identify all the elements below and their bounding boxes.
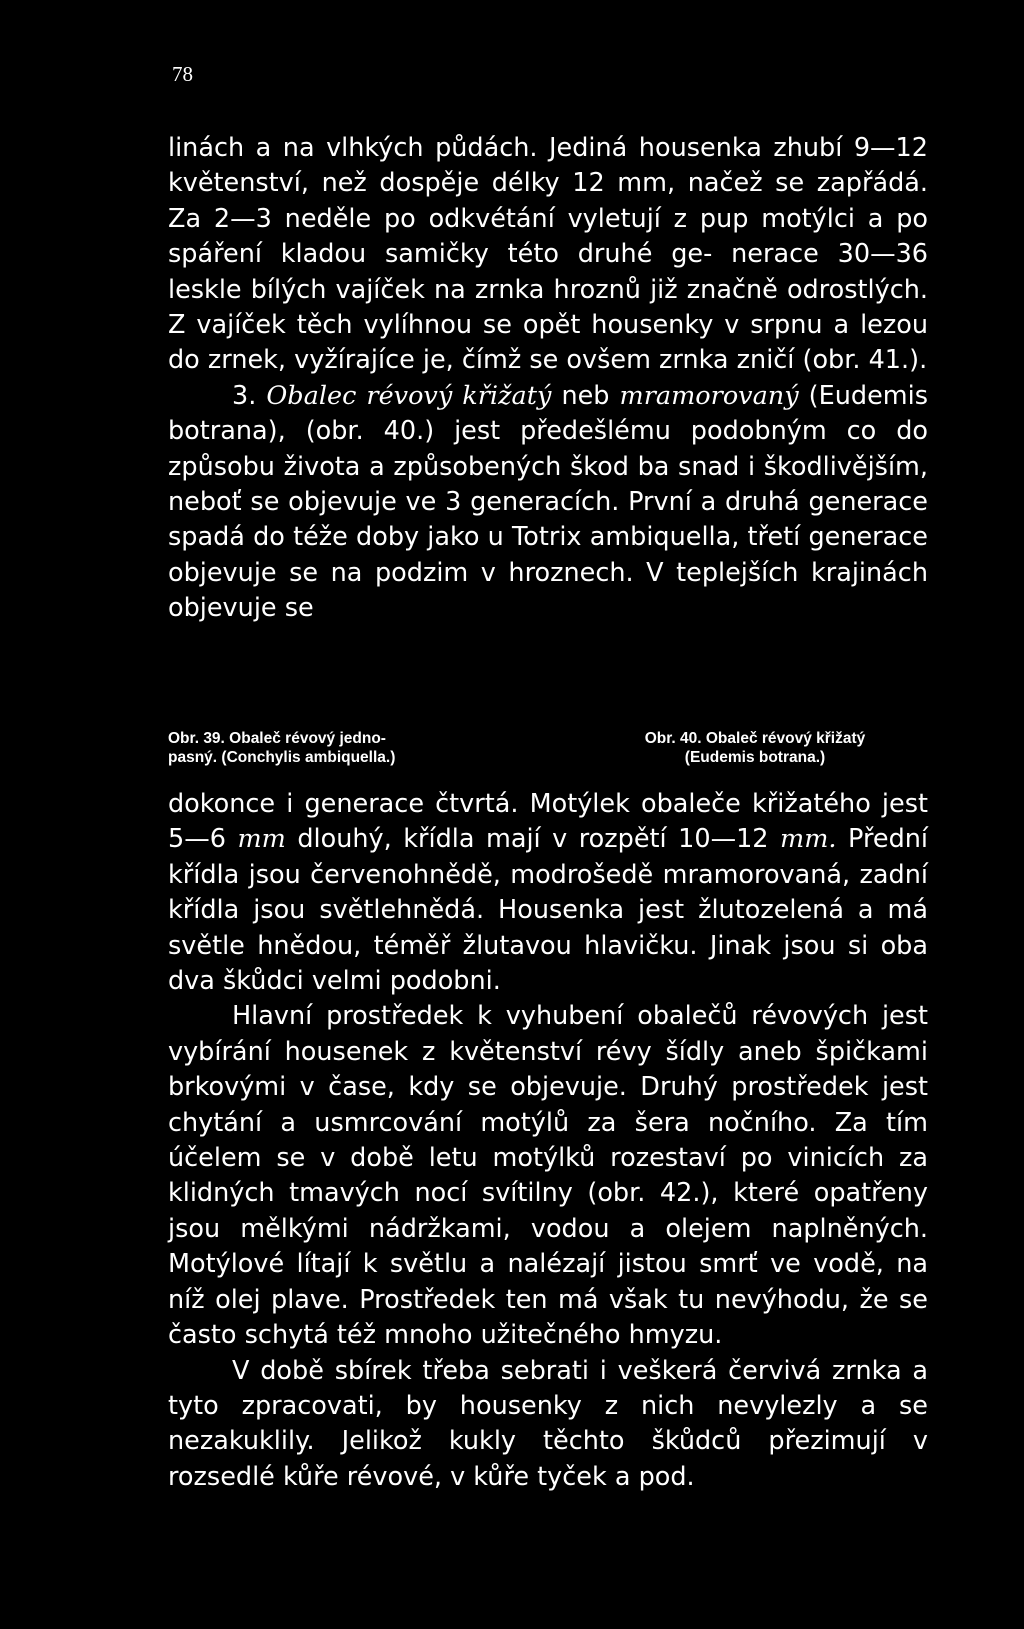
text-line: zapřádá. Za 2—3 neděle po odkvétání vyletují z pup bbox=[168, 168, 928, 234]
unit-mm: mm. bbox=[780, 824, 837, 855]
connector-word: neb bbox=[561, 380, 610, 411]
bottom-text-block bbox=[168, 787, 928, 1495]
section-number: 3. bbox=[232, 380, 257, 411]
paragraph-moth-description bbox=[168, 787, 928, 999]
text-line: linách a na vlhkých půdách. Jediná housenka zhubí bbox=[168, 133, 843, 163]
text-line: motýlci a po spáření kladou samičky této druhé ge- bbox=[168, 203, 928, 270]
figure-40-caption bbox=[575, 729, 935, 767]
text-segment: dlouhý, křídla mají v rozpětí 10—12 bbox=[297, 824, 769, 855]
species-alt-name: mramorovaný bbox=[619, 380, 799, 411]
caption-line: Obr. 39. Obaleč révový jedno- bbox=[168, 730, 386, 747]
unit-mm: mm bbox=[237, 824, 286, 855]
figure-area bbox=[168, 632, 928, 722]
text-line: housenky v srpnu a lezou do zrnek, vyžírajíce je, bbox=[168, 310, 928, 376]
caption-line: pasný. (Conchylis ambiquella.) bbox=[168, 749, 396, 766]
paragraph-control-methods: Hlavní prostředek k vyhubení obalečů révových jest vybírání housenek z květenství révy šídly aneb špičkami brkovými v čase, kdy se objevuje. Druhý prostředek jest chytání a usmrcování motýlů za šera nočního. Za tím účelem se v době letu motýlků rozestaví po vinicích za klidných tmavých nocí svítilny (obr. 42.), které opatřeny jsou mělkými nádržkami, vodou a olejem naplněných. Motýlové lítají k světlu a nalézají jistou smrť ve vodě, na níž olej plave. Prostředek ten má však tu nevýhodu, že se často schytá též mnoho užitečného hmyzu. bbox=[168, 1001, 928, 1351]
text-segment: dokonce i generace čtvrtá. Motýlek obaleče křižatého jest 5—6 bbox=[168, 789, 928, 855]
page-number: 78 bbox=[172, 62, 193, 86]
caption-line: (Eudemis botrana.) bbox=[684, 749, 826, 766]
text-line: 9—12 květenství, než dospěje délky 12 mm, načež se bbox=[168, 133, 928, 199]
text-segment: Přední křídla jsou červenohnědě, modrošedě mramorovaná, zadní křídla jsou světlehnědá. Housenka jest žlutozelená a má světle hnědou, téměř žlutavou hlavičku. Jinak jsou si oba dva škůdci velmi podobni. bbox=[168, 824, 929, 997]
paragraph-collection: V době sbírek třeba sebrati i veškerá červivá zrnka a tyto zpracovati, by housenky z nich nevylezly a se nezakuklily. Jelikož kukly těchto škůdců přezimují v rozsedlé kůře révové, v kůře tyček a pod. bbox=[168, 1355, 928, 1492]
text-line: čímž se ovšem zrnka zničí (obr. 41.). bbox=[461, 345, 928, 376]
text-line: nerace 30—36 leskle bílých vajíček na zrnka hroznů bbox=[168, 239, 929, 305]
top-text-block bbox=[168, 131, 928, 627]
caption-line: Obr. 40. Obaleč révový křižatý bbox=[644, 730, 866, 747]
section-3-paragraph bbox=[168, 379, 928, 627]
paragraph-continued bbox=[168, 131, 928, 379]
species-name: Obalec révový křižatý bbox=[266, 380, 552, 411]
section-text: (Eudemis botrana), (obr. 40.) jest předešlému podobným co do způsobu života a způsobených škod ba snad i škodlivějším, neboť se objevuje ve 3 generacích. První a druhá generace spadá do téže doby jako u Totrix ambiquella, třetí generace objevuje se na podzim v hroznech. V teplejších krajinách objevuje se bbox=[168, 380, 928, 624]
figure-39-caption bbox=[168, 729, 528, 767]
text-line: již značně odrostlých. Z vajíček těch vylíhnou se opět bbox=[168, 274, 929, 341]
